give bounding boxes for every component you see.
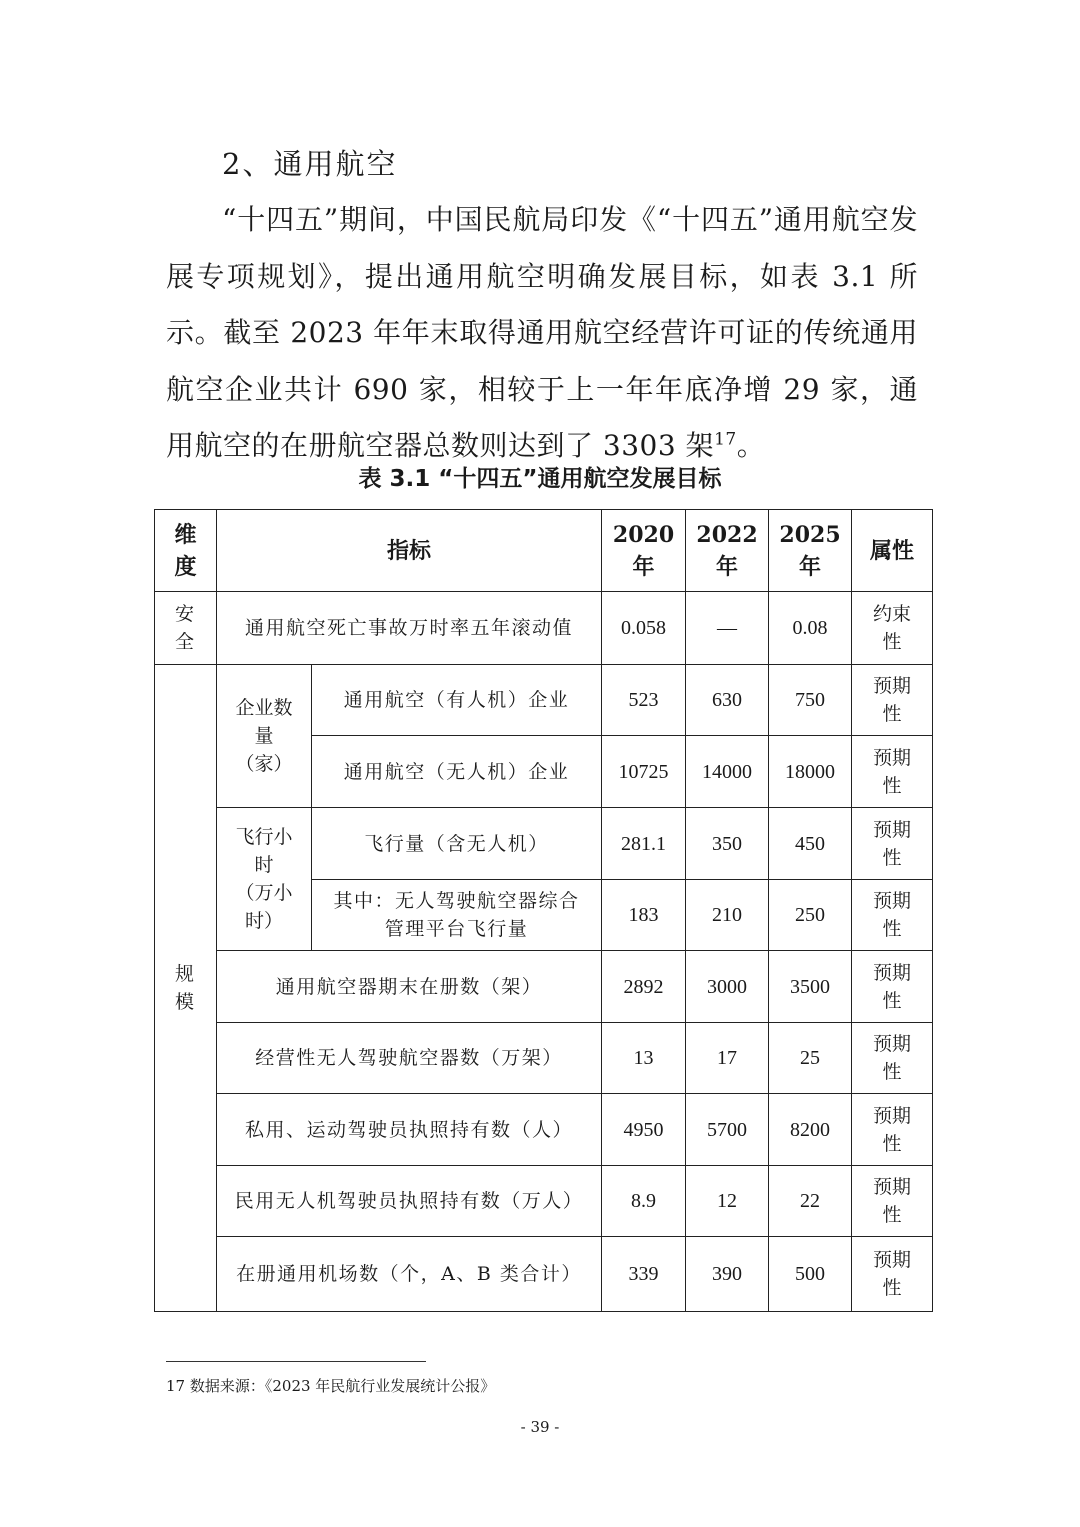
value-2025: 750 [769,665,852,736]
header-2020: 2020 年 [602,510,686,592]
attribute-cell: 预期 性 [852,951,933,1023]
value-2022: 210 [686,880,769,951]
attribute-cell: 预期 性 [852,1166,933,1237]
value-2020: 0.058 [602,592,686,665]
body-paragraph [166,192,918,475]
header-2022: 2022 年 [686,510,769,592]
dimension-scale: 规 模 [155,665,217,1312]
table-row [155,1094,933,1166]
section-heading: 2、通用航空 [222,147,398,181]
value-2022: 630 [686,665,769,736]
dimension-safety: 安 全 [155,592,217,665]
paragraph-end: 。 [736,429,766,462]
value-2022: 17 [686,1023,769,1094]
value-2025: 22 [769,1166,852,1237]
goals-table [154,509,933,1312]
value-2022: 3000 [686,951,769,1023]
table-row [155,1237,933,1312]
value-2022: 14000 [686,736,769,808]
indicator-cell: 通用航空（有人机）企业 [312,665,602,736]
indicator-cell: 民用无人机驾驶员执照持有数（万人） [217,1166,602,1237]
attribute-cell: 预期 性 [852,665,933,736]
indicator-cell: 通用航空器期末在册数（架） [217,951,602,1023]
value-2025: 250 [769,880,852,951]
value-2020: 339 [602,1237,686,1312]
page-number: - 39 - [520,1418,560,1436]
value-2025: 18000 [769,736,852,808]
value-2020: 2892 [602,951,686,1023]
value-2020: 8.9 [602,1166,686,1237]
value-2025: 500 [769,1237,852,1312]
footnote: 17 数据来源：《2023 年民航行业发展统计公报》 [166,1377,496,1395]
group-enterprise-count: 企业数 量 （家） [217,665,312,808]
value-2022: 5700 [686,1094,769,1166]
value-2020: 281.1 [602,808,686,880]
table-row-safety [155,592,933,665]
header-indicator: 指标 [217,510,602,592]
value-2025: 0.08 [769,592,852,665]
attribute-cell: 预期 性 [852,736,933,808]
table-row [155,951,933,1023]
attribute-cell: 约束 性 [852,592,933,665]
value-2020: 523 [602,665,686,736]
attribute-cell: 预期 性 [852,1094,933,1166]
header-2025: 2025 年 [769,510,852,592]
attribute-cell: 预期 性 [852,808,933,880]
header-dimension: 维 度 [155,510,217,592]
paragraph-text: “十四五”期间，中国民航局印发《“十四五”通用航空发展专项规划》，提出通用航空明确发展目标，如表 3.1 所示。截至 2023 年年末取得通用航空经营许可证的传统通用航空企业共计 690 家，相较于上一年年底净增 29 家，通用航空的在册航空器总数则达到了 3303 架 [166,203,918,462]
indicator-cell: 经营性无人驾驶航空器数（万架） [217,1023,602,1094]
indicator-cell: 飞行量（含无人机） [312,808,602,880]
indicator-cell: 通用航空（无人机）企业 [312,736,602,808]
attribute-cell: 预期 性 [852,880,933,951]
indicator-cell: 在册通用机场数（个，A、B 类合计） [217,1237,602,1312]
group-flight-hours: 飞行小 时 （万小 时） [217,808,312,951]
header-row [155,510,933,592]
table-row [155,665,933,736]
table-row [155,808,933,880]
table-row [155,1166,933,1237]
footnote-reference[interactable]: 17 [714,429,737,450]
value-2020: 4950 [602,1094,686,1166]
value-2020: 183 [602,880,686,951]
value-2025: 3500 [769,951,852,1023]
value-2020: 13 [602,1023,686,1094]
footnote-divider [166,1361,426,1362]
attribute-cell: 预期 性 [852,1237,933,1312]
value-2022: 390 [686,1237,769,1312]
value-2022: — [686,592,769,665]
value-2020: 10725 [602,736,686,808]
indicator-cell: 通用航空死亡事故万时率五年滚动值 [217,592,602,665]
indicator-cell: 私用、运动驾驶员执照持有数（人） [217,1094,602,1166]
value-2025: 450 [769,808,852,880]
table-caption: 表 3.1 “十四五”通用航空发展目标 [358,466,722,492]
value-2025: 25 [769,1023,852,1094]
indicator-cell: 其中：无人驾驶航空器综合 管理平台飞行量 [312,880,602,951]
header-attribute: 属性 [852,510,933,592]
value-2022: 12 [686,1166,769,1237]
value-2025: 8200 [769,1094,852,1166]
attribute-cell: 预期 性 [852,1023,933,1094]
value-2022: 350 [686,808,769,880]
table-row [155,1023,933,1094]
